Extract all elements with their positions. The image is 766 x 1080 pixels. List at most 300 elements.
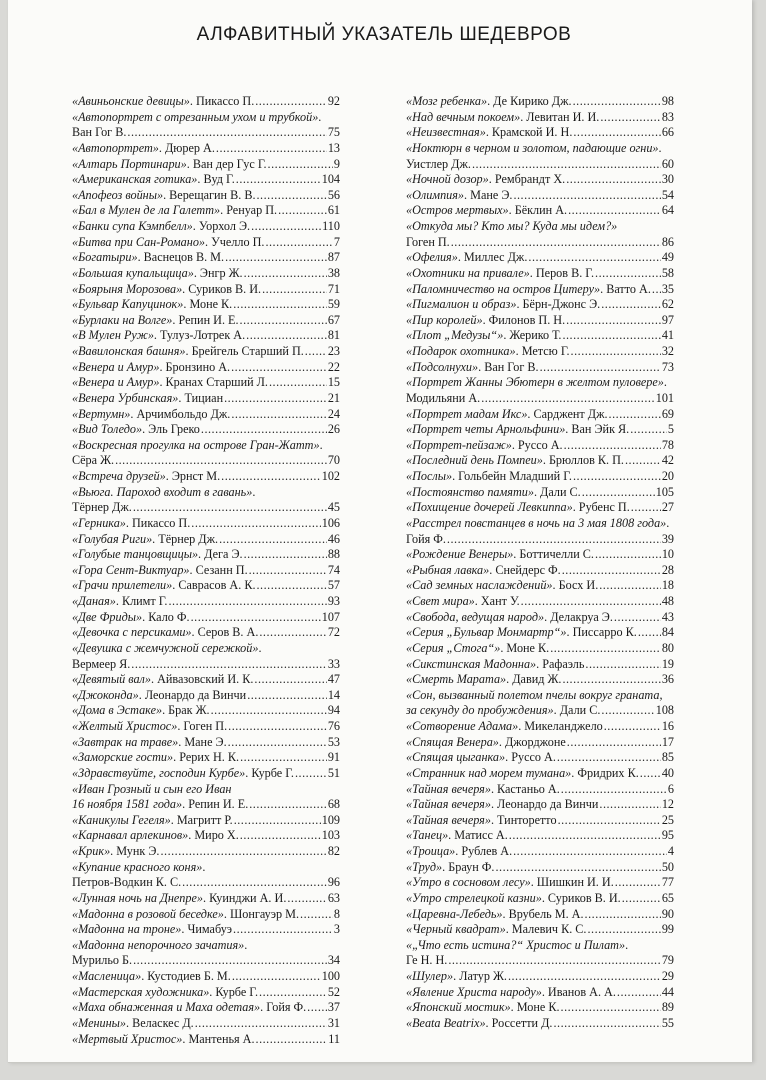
leader-dots bbox=[495, 860, 660, 876]
artist-name: . Руссо А. bbox=[505, 750, 556, 765]
leader-dots bbox=[587, 922, 660, 938]
leader-dots bbox=[640, 766, 661, 782]
painting-title: «Последний день Помпеи» bbox=[406, 453, 543, 468]
painting-title: «Олимпия» bbox=[406, 187, 465, 202]
painting-title: «Остров мертвых» bbox=[406, 203, 509, 218]
page-number: 84 bbox=[661, 625, 674, 640]
page-number: 6 bbox=[667, 781, 674, 796]
page-number: 57 bbox=[327, 578, 340, 593]
index-entry bbox=[72, 828, 340, 844]
artist-name: . Суриков В. И. bbox=[541, 890, 621, 905]
artist-name: . Мане Э. bbox=[178, 734, 227, 749]
index-entry bbox=[72, 641, 340, 657]
artist-name: . Моне К. bbox=[510, 1000, 560, 1015]
artist-name: . Пикассо П. bbox=[125, 515, 191, 530]
page-number: 75 bbox=[327, 125, 340, 140]
artist-name: . Левитан И. И. bbox=[520, 109, 600, 124]
page-number: 33 bbox=[327, 656, 340, 671]
index-entry bbox=[72, 563, 340, 579]
page-number: 36 bbox=[661, 672, 674, 687]
page-number: 15 bbox=[327, 375, 340, 390]
artist-name: . Уорхол Э. bbox=[192, 219, 251, 233]
page-number: 74 bbox=[327, 562, 340, 577]
index-entry bbox=[406, 110, 674, 126]
painting-title: «Девушка с жемчужной сережкой» bbox=[72, 640, 259, 655]
index-entry bbox=[406, 844, 674, 860]
painting-title: «Американская готика» bbox=[72, 172, 198, 187]
painting-title: «Серия „Бульвар Монмартр“» bbox=[406, 625, 567, 640]
index-entry bbox=[406, 828, 674, 844]
leader-dots bbox=[604, 719, 661, 735]
artist-name: . Малевич К. С. bbox=[505, 922, 587, 937]
painting-title: «Откуда мы? Кто мы? Куда мы идем?» bbox=[406, 219, 618, 233]
index-entry bbox=[406, 141, 674, 157]
artist-name: . Бёклин А. bbox=[508, 203, 568, 218]
artist-name: . Тёрнер Дж. bbox=[152, 531, 219, 546]
index-entry bbox=[72, 547, 340, 563]
artist-name: Петров-Водкин К. С. bbox=[72, 875, 182, 890]
index-entry bbox=[406, 328, 674, 344]
index-entry bbox=[72, 860, 340, 876]
artist-name: . Ватто А. bbox=[600, 281, 651, 296]
index-entry bbox=[406, 953, 674, 969]
leader-dots bbox=[195, 1016, 327, 1032]
leader-dots bbox=[249, 797, 327, 813]
painting-title: «Здравствуйте, господин Курбе» bbox=[72, 765, 246, 780]
page-number: 59 bbox=[327, 297, 340, 312]
painting-title: «Мадонна непорочного зачатия» bbox=[72, 937, 245, 952]
leader-dots bbox=[451, 235, 661, 251]
painting-title: «Портрет-пейзаж» bbox=[406, 437, 512, 452]
page-number: 53 bbox=[327, 734, 340, 749]
page-number: 67 bbox=[327, 312, 340, 327]
leader-dots bbox=[601, 297, 661, 313]
leader-dots bbox=[216, 141, 327, 157]
page-number: 5 bbox=[667, 422, 674, 437]
artist-name: . Брюллов К. П. bbox=[542, 453, 624, 468]
index-entry bbox=[406, 422, 674, 438]
leader-dots bbox=[573, 94, 661, 110]
leader-dots bbox=[244, 547, 327, 563]
artist-name: . Гоген П. bbox=[177, 719, 228, 733]
painting-title: «Тайная вечеря» bbox=[406, 812, 491, 827]
page-number: 62 bbox=[661, 297, 674, 312]
artist-name: . Леонардо да Винчи bbox=[490, 797, 599, 812]
page-number: 14 bbox=[327, 687, 340, 702]
artist-name: . Курбе Г. bbox=[209, 984, 259, 999]
leader-dots bbox=[246, 328, 327, 344]
leader-dots bbox=[566, 172, 661, 188]
leader-dots bbox=[160, 844, 326, 860]
leader-dots bbox=[567, 735, 661, 751]
artist-name: . Верещагин В. В. bbox=[163, 187, 256, 202]
artist-name: . Врубель М. А. bbox=[502, 906, 584, 921]
artist-name: . Репин И. Е. bbox=[182, 797, 249, 812]
leader-dots bbox=[617, 985, 661, 1001]
page-number: 61 bbox=[327, 203, 340, 218]
artist-name: . Вуд Г. bbox=[197, 172, 235, 187]
painting-title: «Дома в Эстаке» bbox=[72, 703, 163, 718]
artist-name: . Рембрандт Х. bbox=[488, 172, 566, 187]
painting-title: «Богатыри» bbox=[72, 250, 138, 265]
leader-dots bbox=[513, 844, 667, 860]
painting-title: «Серия „Стога“» bbox=[406, 640, 501, 655]
painting-title: «Портрет Жанны Эбютерн в желтом пуловере» bbox=[406, 375, 664, 390]
painting-title: «Девятый вал» bbox=[72, 672, 151, 687]
index-entry bbox=[406, 282, 674, 298]
painting-title: «Желтый Христос» bbox=[72, 719, 178, 733]
index-entry bbox=[72, 469, 340, 485]
artist-name: . bbox=[625, 937, 629, 952]
painting-title: «Над вечным покоем» bbox=[406, 109, 521, 124]
page-number: 42 bbox=[661, 453, 674, 468]
page-number: 50 bbox=[661, 859, 674, 874]
index-entry bbox=[406, 578, 674, 594]
page-number: 58 bbox=[661, 265, 674, 280]
painting-title: «Ночной дозор» bbox=[406, 172, 489, 187]
index-entry bbox=[406, 891, 674, 907]
page-number: 73 bbox=[661, 359, 674, 374]
page-number: 108 bbox=[655, 703, 674, 718]
painting-title: «Мертвый Христос» bbox=[72, 1031, 183, 1046]
index-entry bbox=[406, 594, 674, 610]
index-entry bbox=[72, 844, 340, 860]
painting-title: «Бульвар Капуцинок» bbox=[72, 297, 184, 312]
artist-name: . Климт Г. bbox=[115, 594, 168, 608]
leader-dots bbox=[236, 172, 321, 188]
artist-name: . bbox=[666, 515, 670, 530]
painting-title: «Мадонна на троне» bbox=[72, 922, 182, 937]
artist-name: . Моне К. bbox=[500, 640, 550, 655]
leader-dots bbox=[625, 453, 661, 469]
index-column-left bbox=[72, 94, 340, 1047]
artist-name: . Брейгель Старший П. bbox=[185, 344, 304, 358]
index-entry bbox=[72, 938, 340, 954]
page-number: 11 bbox=[328, 1031, 340, 1046]
page-number: 65 bbox=[661, 890, 674, 905]
index-entry bbox=[72, 391, 340, 407]
painting-title: «Странник над морем тумана» bbox=[406, 765, 572, 780]
index-entry bbox=[406, 235, 674, 251]
leader-dots bbox=[614, 610, 661, 626]
page-number: 18 bbox=[661, 578, 674, 593]
leader-dots bbox=[615, 875, 661, 891]
page-number: 8 bbox=[333, 906, 340, 921]
page-number: 25 bbox=[661, 812, 674, 827]
painting-title: «Две Фриды» bbox=[72, 609, 143, 624]
index-entry bbox=[406, 703, 674, 719]
index-entry bbox=[406, 125, 674, 141]
artist-name: . Де Кирико Дж. bbox=[487, 94, 572, 108]
leader-dots bbox=[599, 578, 661, 594]
leader-dots bbox=[562, 328, 660, 344]
page-number: 39 bbox=[661, 531, 674, 546]
page-number: 34 bbox=[327, 953, 340, 968]
painting-title: «Иван Грозный и сын его Иван bbox=[72, 781, 232, 796]
page-number: 17 bbox=[661, 734, 674, 749]
artist-name: . Дали С. bbox=[553, 703, 601, 718]
leader-dots bbox=[307, 1000, 327, 1016]
artist-name: . Браун Ф. bbox=[442, 859, 495, 874]
painting-title: «Утро стрелецкой казни» bbox=[406, 890, 542, 905]
page-number: 22 bbox=[327, 359, 340, 374]
painting-title: «Царевна-Лебедь» bbox=[406, 906, 503, 921]
index-entry bbox=[72, 875, 340, 891]
page-number: 103 bbox=[321, 828, 340, 843]
leader-dots bbox=[233, 922, 333, 938]
index-entry bbox=[406, 500, 674, 516]
index-entry bbox=[406, 188, 674, 204]
artist-name: . Ван Гог В. bbox=[478, 359, 539, 374]
artist-name: . Жерико Т. bbox=[503, 328, 562, 343]
painting-title: «Смерть Марата» bbox=[406, 672, 507, 687]
index-entry bbox=[72, 282, 340, 298]
painting-title: «Тайная вечеря» bbox=[406, 781, 491, 796]
painting-title: «Каникулы Гегеля» bbox=[72, 812, 171, 827]
index-entry bbox=[406, 453, 674, 469]
artist-name: . Рубенс П. bbox=[572, 500, 630, 515]
painting-title: «Девочка с персиками» bbox=[72, 625, 192, 640]
painting-title: «Банки супа Кэмпбелл» bbox=[72, 219, 193, 233]
leader-dots bbox=[595, 547, 661, 563]
leader-dots bbox=[168, 594, 326, 610]
index-entry bbox=[72, 516, 340, 532]
index-entry bbox=[72, 141, 340, 157]
index-entry bbox=[406, 625, 674, 641]
painting-title: «Бал в Мулен де ла Галетт» bbox=[72, 203, 221, 218]
artist-name: . Магритт Р. bbox=[170, 812, 233, 827]
leader-dots bbox=[231, 360, 327, 376]
index-entry bbox=[406, 250, 674, 266]
index-entry bbox=[406, 860, 674, 876]
index-entry bbox=[72, 532, 340, 548]
index-entry bbox=[72, 907, 340, 923]
painting-title: «Джоконда» bbox=[72, 687, 139, 702]
painting-title: «Вид Толедо» bbox=[72, 422, 143, 437]
artist-name: . Тулуз-Лотрек А. bbox=[153, 328, 246, 343]
page-number: 43 bbox=[661, 609, 674, 624]
painting-title: «Портрет мадам Икс» bbox=[406, 406, 528, 421]
artist-name: . Боттичелли С. bbox=[513, 547, 594, 562]
index-entry bbox=[72, 766, 340, 782]
index-entry bbox=[406, 875, 674, 891]
page-number: 85 bbox=[661, 750, 674, 765]
artist-name: . Метсю Г. bbox=[515, 344, 570, 358]
index-entry bbox=[72, 250, 340, 266]
artist-name: . bbox=[318, 109, 322, 124]
page-number: 99 bbox=[661, 922, 674, 937]
leader-dots bbox=[257, 578, 327, 594]
painting-title: «Битва при Сан-Романо» bbox=[72, 234, 206, 249]
artist-name: Ге Н. Н. bbox=[406, 953, 448, 968]
painting-title: «Пигмалион и образ» bbox=[406, 297, 517, 312]
artist-name: . Перов В. Г. bbox=[529, 265, 595, 280]
painting-title: «Beata Beatrix» bbox=[406, 1015, 486, 1030]
artist-name: . Бронзино А. bbox=[159, 359, 231, 374]
leader-dots bbox=[249, 563, 327, 579]
page-number: 7 bbox=[333, 234, 340, 249]
leader-dots bbox=[262, 282, 327, 298]
page-number: 82 bbox=[327, 844, 340, 858]
page-number: 90 bbox=[661, 906, 674, 921]
painting-title: «Венера Урбинская» bbox=[72, 390, 179, 405]
leader-dots bbox=[622, 891, 661, 907]
painting-title: за секунду до пробуждения» bbox=[406, 703, 554, 718]
page-number: 109 bbox=[321, 812, 340, 827]
artist-name: . Сезанн П. bbox=[189, 562, 248, 577]
painting-title: «„Что есть истина?“ Христос и Пилат» bbox=[406, 937, 626, 952]
page-number: 96 bbox=[327, 875, 340, 890]
painting-title: «Венера и Амур» bbox=[72, 359, 160, 374]
leader-dots bbox=[652, 282, 661, 298]
leader-dots bbox=[528, 250, 660, 266]
artist-name: Модильяни А. bbox=[406, 390, 481, 405]
artist-name: . bbox=[252, 484, 256, 499]
leader-dots bbox=[631, 500, 661, 516]
index-entry bbox=[72, 703, 340, 719]
artist-name: . Чимабуэ bbox=[181, 922, 233, 937]
painting-title: «Постоянство памяти» bbox=[406, 484, 534, 499]
leader-dots bbox=[630, 422, 667, 438]
leader-dots bbox=[558, 813, 661, 829]
painting-title: «Голубая Риги» bbox=[72, 531, 153, 546]
painting-title: «Послы» bbox=[406, 469, 453, 483]
artist-name: . Энгр Ж. bbox=[193, 265, 243, 280]
artist-name: . Васнецов В. М. bbox=[137, 250, 225, 265]
artist-name: . Гольбейн Младший Г. bbox=[452, 469, 572, 483]
page-number: 49 bbox=[661, 250, 674, 265]
index-entry bbox=[406, 969, 674, 985]
leader-dots bbox=[131, 657, 327, 673]
painting-title: «Расстрел повстанцев в ночь на 3 мая 1808 года» bbox=[406, 515, 667, 530]
painting-title: «Охотники на привале» bbox=[406, 265, 530, 280]
index-entry bbox=[72, 328, 340, 344]
leader-dots bbox=[601, 703, 654, 719]
artist-name: . Эль Греко bbox=[142, 422, 200, 437]
artist-name: . Шишкин И. И. bbox=[530, 875, 614, 890]
page-number: 93 bbox=[327, 594, 340, 608]
leader-dots bbox=[278, 203, 327, 219]
index-entry bbox=[72, 360, 340, 376]
leader-dots bbox=[133, 500, 327, 516]
leader-dots bbox=[557, 750, 661, 766]
painting-title: «Мастерская художника» bbox=[72, 984, 210, 999]
artist-name: . Латур Ж. bbox=[453, 969, 507, 983]
index-entry bbox=[406, 360, 674, 376]
painting-title: «Подсолнухи» bbox=[406, 359, 479, 374]
index-entry bbox=[72, 438, 340, 454]
index-entry bbox=[72, 797, 340, 813]
page-number: 81 bbox=[327, 328, 340, 343]
leader-dots bbox=[219, 532, 327, 548]
artist-name: . Мане Э. bbox=[464, 187, 513, 202]
painting-title: «Утро в сосновом лесу» bbox=[406, 875, 531, 890]
painting-title: «Алтарь Портинари» bbox=[72, 156, 187, 171]
artist-name: . Россетти Д. bbox=[485, 1015, 553, 1030]
artist-name: . Ренуар П. bbox=[220, 203, 278, 218]
painting-title: «Свет мира» bbox=[406, 594, 475, 608]
artist-name: . Давид Ж. bbox=[506, 672, 562, 687]
artist-name: . Рафаэль bbox=[536, 656, 585, 671]
artist-name: . Босх И. bbox=[552, 578, 599, 593]
painting-title: «Пир королей» bbox=[406, 312, 483, 327]
painting-title: «Сад земных наслаждений» bbox=[406, 578, 553, 593]
index-entry bbox=[72, 782, 340, 798]
painting-title: «Воскресная прогулка на острове Гран-Жатт» bbox=[72, 437, 320, 452]
page-number: 78 bbox=[661, 437, 674, 452]
painting-title: «Танец» bbox=[406, 828, 449, 843]
painting-title: «Рыбная лавка» bbox=[406, 562, 490, 577]
painting-title: «Грачи прилетели» bbox=[72, 578, 173, 593]
artist-name: . Писсарро К. bbox=[566, 625, 637, 640]
page-number: 28 bbox=[661, 562, 674, 577]
artist-name: . Пикассо П. bbox=[189, 94, 255, 108]
artist-name: . Дали С. bbox=[533, 484, 581, 499]
artist-name: . Сарджент Дж. bbox=[527, 406, 608, 421]
index-entry bbox=[72, 188, 340, 204]
artist-name: . Тинторетто bbox=[490, 812, 557, 827]
leader-dots bbox=[247, 688, 327, 704]
leader-dots bbox=[447, 532, 661, 548]
index-entry bbox=[72, 422, 340, 438]
artist-name: . Дюрер А. bbox=[158, 140, 215, 155]
page-number: 95 bbox=[661, 828, 674, 843]
index-entry bbox=[72, 375, 340, 391]
page-number: 40 bbox=[661, 765, 674, 780]
leader-dots bbox=[638, 625, 661, 641]
page-number: 9 bbox=[333, 156, 340, 171]
leader-dots bbox=[228, 735, 327, 751]
artist-name: . Кранах Старший Л. bbox=[159, 375, 268, 390]
painting-title: «Паломничество на остров Цитеру» bbox=[406, 281, 601, 296]
index-entry bbox=[406, 750, 674, 766]
page-number: 10 bbox=[661, 547, 674, 562]
painting-title: «Сикстинская Мадонна» bbox=[406, 656, 537, 671]
index-entry bbox=[406, 547, 674, 563]
index-entry bbox=[72, 344, 340, 360]
page-number: 91 bbox=[327, 750, 340, 765]
artist-name: . Эрнст М. bbox=[165, 469, 221, 483]
index-entry bbox=[72, 813, 340, 829]
page-number: 97 bbox=[661, 312, 674, 327]
painting-title: «Подарок охотника» bbox=[406, 344, 516, 358]
page-number: 24 bbox=[327, 406, 340, 421]
painting-title: «Заморские гости» bbox=[72, 750, 174, 765]
artist-name: . Моне К. bbox=[183, 297, 233, 312]
artist-name: . Суриков В. И. bbox=[182, 281, 262, 296]
index-entry bbox=[406, 672, 674, 688]
page-number: 51 bbox=[327, 765, 340, 780]
artist-name: . Иванов А. А. bbox=[541, 984, 616, 999]
page-number: 41 bbox=[661, 328, 674, 343]
leader-dots bbox=[564, 438, 661, 454]
artist-name: . Хант У. bbox=[474, 594, 520, 608]
leader-dots bbox=[568, 203, 661, 219]
index-entry bbox=[72, 219, 340, 235]
artist-name: . Руссо А. bbox=[511, 437, 563, 452]
page-number: 12 bbox=[661, 797, 674, 812]
page-number: 101 bbox=[655, 390, 674, 405]
index-entry bbox=[72, 297, 340, 313]
index-entry bbox=[72, 625, 340, 641]
painting-title: «Спящая Венера» bbox=[406, 734, 499, 749]
artist-name: . bbox=[202, 859, 206, 874]
artist-name: . Филонов П. Н. bbox=[482, 312, 566, 327]
page-number: 48 bbox=[661, 594, 674, 608]
index-entry bbox=[72, 610, 340, 626]
index-entry bbox=[72, 922, 340, 938]
page-number: 47 bbox=[327, 672, 340, 687]
